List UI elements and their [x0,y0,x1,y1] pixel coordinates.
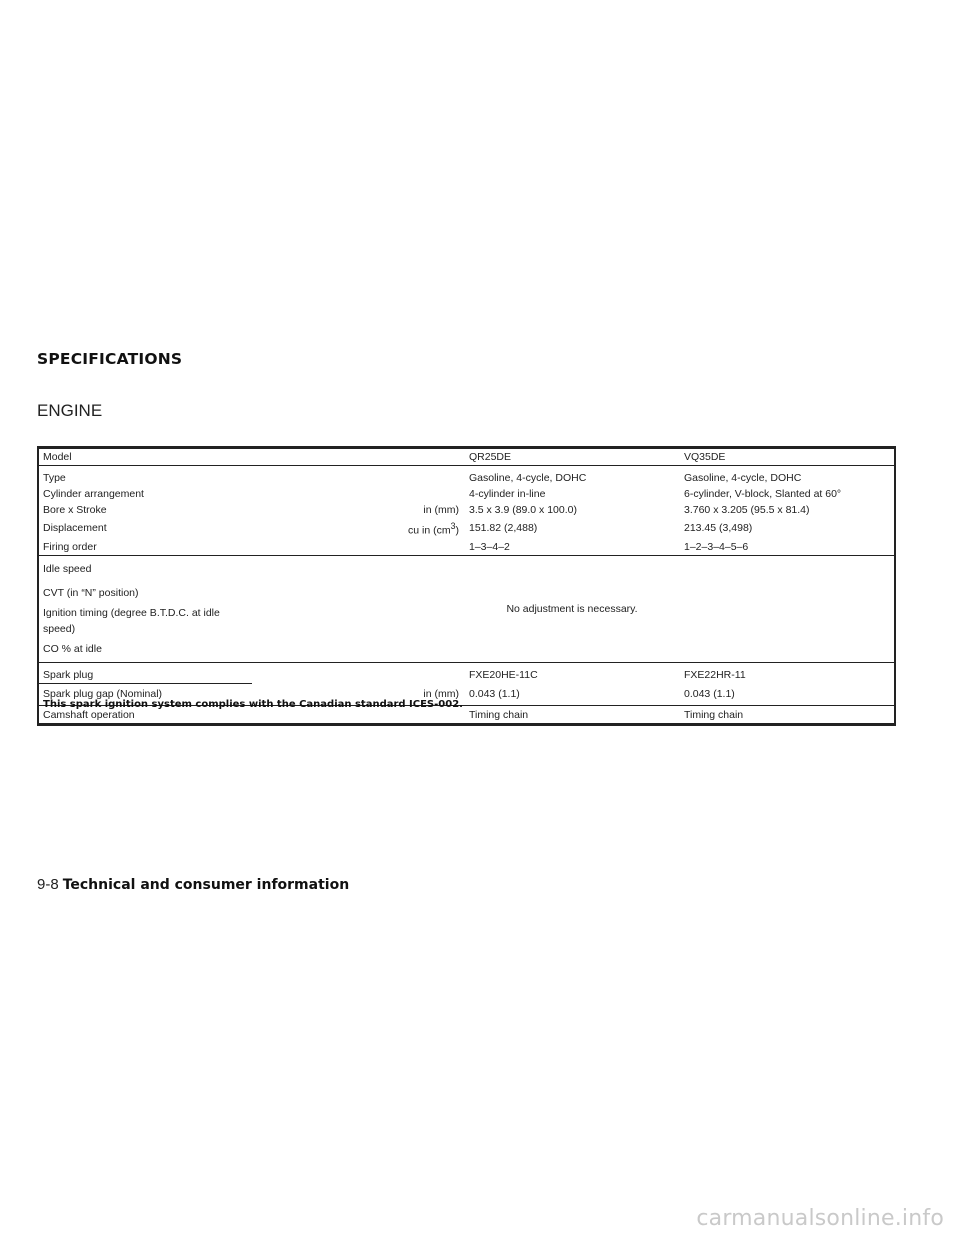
co-label: CO % at idle [43,642,102,655]
row-unit: in (mm) [423,504,459,516]
no-adjustment-note: No adjustment is necessary. [465,555,895,662]
row-label: Cylinder arrangement [43,488,144,500]
row-unit [251,518,465,539]
spark-plug-label: Spark plug [39,667,252,684]
row-label: Spark plug gap (Nominal) [38,684,251,706]
unit-superscript: 3 [450,521,456,531]
unit-suffix: ) [455,524,459,537]
row-value-qr25de: Gasoline, 4-cycle, DOHC [469,472,587,484]
row-label: Firing order [38,539,251,556]
row-unit [251,466,465,487]
row-value-vq35de: 3.760 x 3.205 (95.5 x 81.4) [684,504,810,516]
ignition-timing-label: Ignition timing (degree B.T.D.C. at idle speed) [43,606,220,635]
row-value-vq35de: 6-cylinder, V-block, Slanted at 60° [684,488,842,500]
table-row [38,466,895,487]
row-value-qr25de: Timing chain [469,708,529,721]
unit-prefix: cu in (cm [408,524,451,537]
row-label: Bore x Stroke [43,504,107,516]
row-value-vq35de: 1–2–3–4–5–6 [680,539,895,556]
footer-title: Technical and consumer information [62,877,350,893]
row-value-qr25de: 151.82 (2,488) [469,522,538,535]
table-row [38,662,895,684]
header-col2: VQ35DE [680,448,895,466]
subsection-title: ENGINE [37,401,103,420]
engine-spec-table [37,446,896,726]
header-col1: QR25DE [465,448,680,466]
ices-footnote: This spark ignition system complies with the Canadian standard ICES-002. [43,699,463,710]
row-value-vq35de: Gasoline, 4-cycle, DOHC [684,472,802,484]
row-value-qr25de: FXE20HE-11C [469,669,538,681]
row-label: Type [43,472,66,484]
row-label [38,662,251,684]
row-label: Displacement [43,522,107,535]
row-value-qr25de: 1–3–4–2 [465,539,680,556]
section-title: SPECIFICATIONS [37,350,183,368]
row-value-qr25de: 3.5 x 3.9 (89.0 x 100.0) [469,504,577,516]
table-row [38,518,895,539]
row-unit [251,539,465,556]
table-row [38,539,895,556]
page-footer [37,876,349,893]
row-value-qr25de: 0.043 (1.1) [465,684,680,706]
table-header-row [38,448,895,466]
row-value-qr25de: 4-cylinder in-line [469,488,546,500]
row-unit: in (mm) [251,684,465,706]
row-unit [251,486,465,502]
idle-group-labels [38,555,251,662]
row-value-vq35de: Timing chain [684,708,744,721]
table-row [38,486,895,502]
idle-speed-label: Idle speed [43,562,92,575]
row-unit [251,662,465,684]
row-value-vq35de: FXE22HR-11 [684,669,746,681]
watermark: carmanualsonline.info [696,1206,944,1231]
cvt-label: CVT (in “N” position) [43,586,139,599]
header-label: Model [38,448,251,466]
row-value-vq35de: 0.043 (1.1) [680,684,895,706]
table-row [38,502,895,518]
row-value-vq35de: 213.45 (3,498) [684,522,753,535]
page-number: 9-8 [37,876,59,893]
idle-group-row [38,555,895,662]
row-label: Camshaft operation [43,708,135,721]
